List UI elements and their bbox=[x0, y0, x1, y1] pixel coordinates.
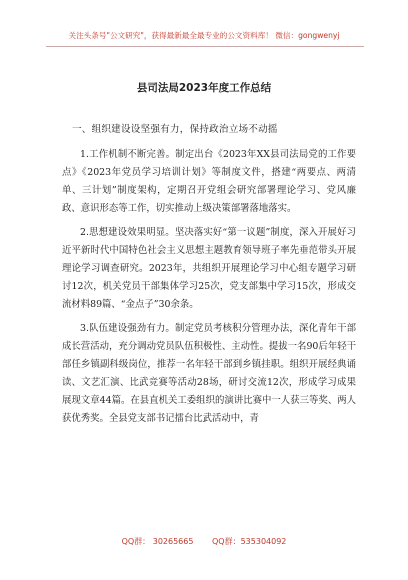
document-title: 县司法局2023年度工作总结 bbox=[136, 82, 272, 94]
qq-group-2: QQ群：535304092 bbox=[212, 537, 287, 546]
paragraph-team-building: 3.队伍建设强劲有力。制定党员考核积分管理办法，深化青年干部成长营活动，充分调动党员队伍积极性、主动性。提拔一名90后年轻干部任乡镇副科级岗位，推荐一名年轻干部到乡镇挂职。组织开展经典诵读、文艺汇演、比武竞赛等活动28场，研讨交流12次，形成学习成果展现文章44篇。在县直机关工委组织的演讲比赛中一人获三等奖、两人获优秀奖。全县党支部书记擂台比武活动中，青 bbox=[62, 323, 356, 424]
paragraph-ideological-building: 2.思想建设效果明显。坚决落实好“第一议题”制度，深入开展好习近平新时代中国特色社会主义思想主题教育领导班子率先垂范带头开展理论学习调查研究。2023年，共组织开展理论学习中心组专题学习研讨12次，机关党员干部集体学习25次，党支部集中学习15次，形成交流材料89篇、“金点子”30余条。 bbox=[62, 227, 356, 310]
qq-group-1: QQ群： 30265665 bbox=[121, 537, 194, 546]
section-heading: 一、组织建设设坚强有力，保持政治立场不动摇 bbox=[72, 124, 278, 135]
paragraph-work-mechanism: 1.工作机制不断完善。制定出台《2023年XX县司法局党的工作要点》《2023年党员学习培训计划》等制度文件，搭建“两要点、两清单、三计划”制度架构，定期召开党组会研究部署理论学习、党风廉政、意识形态等工作，切实推动上级决策部署落地落实。 bbox=[62, 149, 356, 214]
promo-header-text: 关注头条号"公文研究"，获得最新最全最专业的公文资料库！ 微信：gongwenyj bbox=[68, 31, 340, 40]
document-body bbox=[62, 146, 356, 434]
header-divider bbox=[46, 46, 364, 47]
footer-contact bbox=[0, 536, 408, 547]
